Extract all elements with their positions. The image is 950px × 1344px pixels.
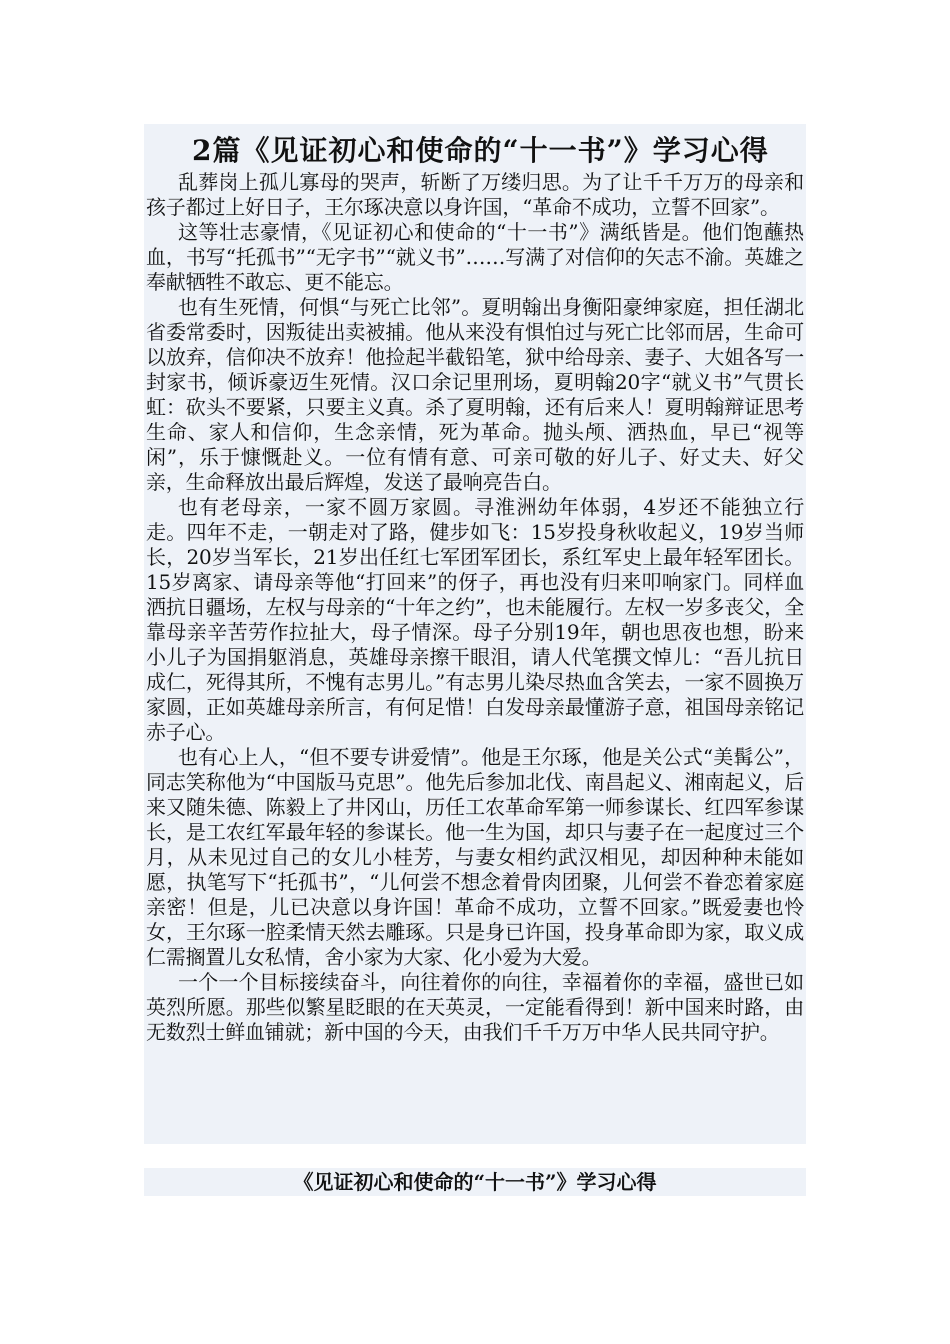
paragraph: 也有生死情，何惧“与死亡比邻”。夏明翰出身衡阳豪绅家庭，担任湖北省委常委时，因叛徒出卖被捕。他从来没有惧怕过与死亡比邻而居，生命可以放弃，信仰决不放弃！他捡起半截铅笔，狱中给母亲、妻子、大姐各写一封家书，倾诉豪迈生死情。汉口余记里刑场，夏明翰20字“就义书”气贯长虹：砍头不要紧，只要主义真。杀了夏明翰，还有后来人！夏明翰辩证思考生命、家人和信仰，生念亲情，死为革命。抛头颅、洒热血，早已“视等闲”，乐于慷慨赴义。一位有情有意、可亲可敬的好儿子、好丈夫、好父亲，生命释放出最后辉煌，发送了最响亮告白。 [146,295,804,494]
article-title: 2篇《见证初心和使命的“十一书”》学习心得 [192,134,769,167]
paragraph: 一个一个目标接续奋斗，向往着你的向往，幸福着你的幸福，盛世已如英烈所愿。那些似繁星眨眼的在天英灵，一定能看得到！新中国来时路，由无数烈士鲜血铺就；新中国的今天，由我们千千万万中华人民共同守护。 [146,970,804,1044]
paragraph: 乱葬岗上孤儿寡母的哭声，斩断了万缕归思。为了让千千万万的母亲和孩子都过上好日子，王尔琢决意以身许国，“革命不成功，立誓不回家”。 [146,170,804,219]
paragraph: 也有心上人，“但不要专讲爱情”。他是王尔琢，他是关公式“美髯公”，同志笑称他为“中国版马克思”。他先后参加北伐、南昌起义、湘南起义，后来又随朱德、陈毅上了井冈山，历任工农革命军第一师参谋长、红四军参谋长，是工农红军最年轻的参谋长。他一生为国，却只与妻子在一起度过三个月，从未见过自己的女儿小桂芳，与妻女相约武汉相见，却因种种未能如愿，执笔写下“托孤书”，“儿何尝不想念着骨肉团聚，儿何尝不眷恋着家庭亲密！但是，儿已决意以身许国！革命不成功，立誓不回家。”既爱妻也怜女，王尔琢一腔柔情天然去雕琢。只是身已许国，投身革命即为家，取义成仁需搁置儿女私情，舍小家为大家、化小爱为大爱。 [146,745,804,969]
paragraph: 这等壮志豪情，《见证初心和使命的“十一书”》满纸皆是。他们饱蘸热血，书写“托孤书”“无字书”“就义书”……写满了对信仰的矢志不渝。英雄之奉献牺牲不敢忘、更不能忘。 [146,220,804,294]
second-article-header [144,1168,806,1196]
second-article-title: 《见证初心和使命的“十一书”》学习心得 [293,1170,657,1194]
article-section [144,124,806,1144]
paragraph: 也有老母亲，一家不圆万家圆。寻淮洲幼年体弱，4岁还不能独立行走。四年不走，一朝走对了路，健步如飞：15岁投身秋收起义，19岁当师长，20岁当军长，21岁出任红七军团军团长，系红军史上最年轻军团长。15岁离家、请母亲等他“打回来”的伢子，再也没有归来叩响家门。同样血洒抗日疆场，左权与母亲的“十年之约”，也未能履行。左权一岁多丧父，全靠母亲辛苦劳作拉扯大，母子情深。母子分别19年，朝也思夜也想，盼来小儿子为国捐躯消息，英雄母亲擦干眼泪，请人代笔撰文悼儿：“吾儿抗日成仁，死得其所，不愧有志男儿。”有志男儿染尽热血含笑去，一家不圆换万家圆，正如英雄母亲所言，有何足惜！白发母亲最懂游子意，祖国母亲铭记赤子心。 [146,495,804,744]
article-body [144,170,806,1045]
